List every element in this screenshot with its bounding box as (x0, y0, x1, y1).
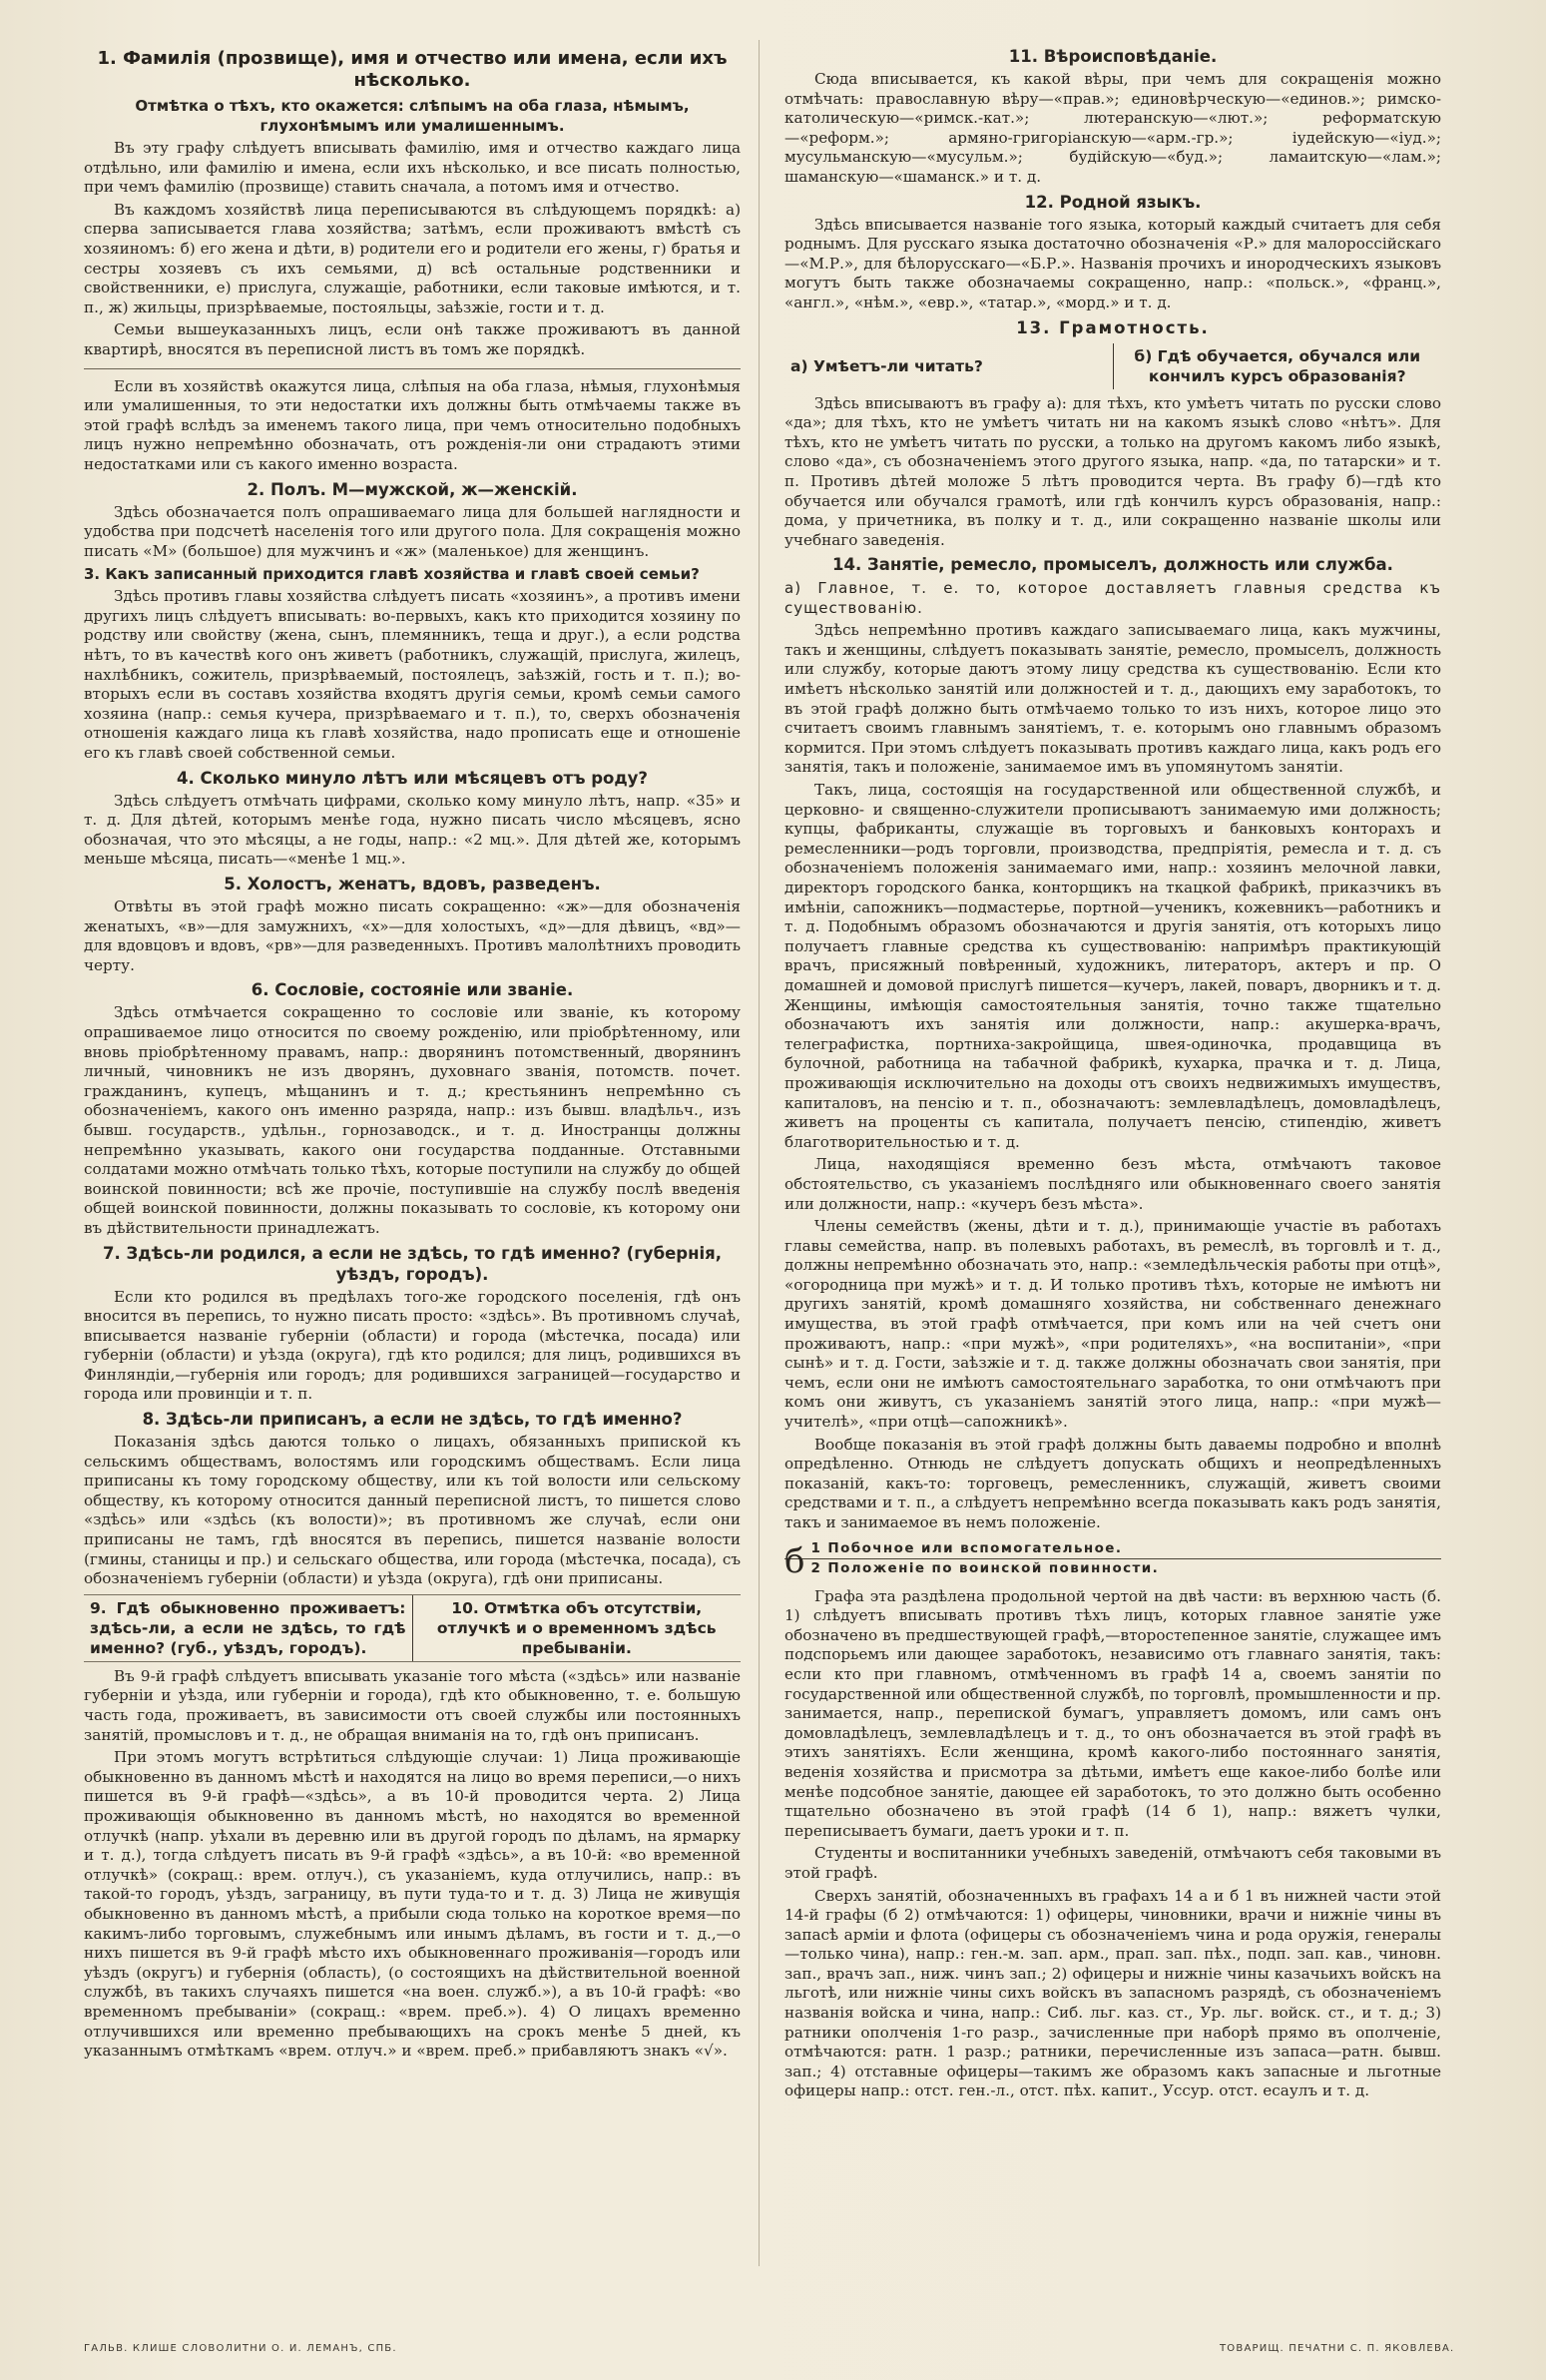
section-6-paragraph: Здѣсь отмѣчается сокращенно то сословіе или званіе, къ которому опрашиваемое лицо относится по своему рожденію, или пріобрѣтенному, или вновь пріобрѣтенному правамъ, напр.: дворянинъ потомственный, дворянинъ личный, чиновникъ не изъ дворянъ, духовнаго званія, потомств. почет. гражданинъ, купецъ, мѣщанинъ и т. д.; крестьянинъ непремѣнно съ обозначеніемъ, какого онъ именно разряда, напр.: изъ бывш. владѣльч., изъ бывш. государств., удѣльн., горнозаводск., и т. д. Иностранцы должны непремѣнно указывать, какого они государства подданные. Отставными солдатами можно отмѣчать только тѣхъ, которые поступили на службу до общей воинской повинности; всѣ же прочіе, поступившіе на службу послѣ введенія общей воинской повинности, должны показывать то сословіе, къ которому они въ дѣйствительности принадлежатъ. (84, 1003, 741, 1237)
section-1-paragraph: Въ эту графу слѣдуетъ вписывать фамилію, имя и отчество каждаго лица отдѣльно, или фамилію и имена, если ихъ нѣсколько, и все писать полностью, при чемъ фамилію (прозвище) ставить сначала, а потомъ имя и отчество. (84, 139, 741, 197)
section-1-paragraph: Если въ хозяйствѣ окажутся лица, слѣпыя на оба глаза, нѣмыя, глухонѣмыя или умалишенныя, то эти недостатки ихъ должны быть отмѣчаемы также въ этой графѣ вслѣдъ за именемъ такого лица, при чемъ относительно подобныхъ лицъ нужно непремѣнно обозначать, отъ рожденія-ли они страдаютъ этими недостатками или съ какого именно возраста. (84, 376, 741, 473)
section-14b-paragraph: Студенты и воспитанники учебныхъ заведеній, отмѣчаютъ себя таковыми въ этой графѣ. (784, 1844, 1441, 1882)
sections-9-10-paragraph: Въ 9-й графѣ слѣдуетъ вписывать указаніе того мѣста («здѣсь» или названіе губерніи и уѣзда, или губерніи и города), гдѣ кто обыкновенно, т. е. большую часть года, проживаетъ, въ зависимости отъ своей службы или постоянныхъ занятій, промысловъ и т. д., не обращая вниманія на то, гдѣ онъ приписанъ. (84, 1666, 741, 1744)
section-13-paragraph: Здѣсь вписываютъ въ графу а): для тѣхъ, кто умѣетъ читать по русски слово «да»; для тѣхъ, кто не умѣетъ читать ни на какомъ языкѣ слово «нѣтъ». Для тѣхъ, кто не умѣетъ читать по русски, а только на другомъ какомъ либо языкѣ, слово «да», съ обозначеніемъ этого другого языка, напр. «да, по татарски» и т. п. Противъ дѣтей моложе 5 лѣтъ проводится черта. Въ графу б)—гдѣ кто обучается или обучался грамотѣ, или гдѣ кончилъ курсъ образованія, напр.: дома, у причетника, въ полку и т. д., или сокращенно названіе школы или учебнаго заведенія. (784, 393, 1441, 549)
section-14b-letter: б (784, 1540, 805, 1581)
section-14a-title: а) Главное, т. е. то, которое доставляетъ главныя средства къ существованію. (784, 579, 1441, 618)
section-14b1-title: 1 Побочное или вспомогательное. (810, 1539, 1123, 1556)
section-5-title: 5. Холостъ, женатъ, вдовъ, разведенъ. (224, 875, 601, 893)
sections-9-10-header (84, 1594, 741, 1662)
footer-printer-left: ГАЛЬВ. КЛИШЕ СЛОВОЛИТНИ О. И. ЛЕМАНЪ, СПБ. (84, 2343, 397, 2354)
section-3-paragraph: Здѣсь противъ главы хозяйства слѣдуетъ писать «хозяинъ», а противъ имени другихъ лицъ слѣдуетъ вписывать: во-первыхъ, какъ кто приходится хозяину по родству или свойству (жена, сынъ, племянникъ, теща и друг.), а если родства нѣтъ, то въ качествѣ кого онъ живетъ (работникъ, служащій, прислуга, жилецъ, нахлѣбникъ, сожитель, призрѣваемый, постоялецъ, заѣзжій, гость и т. п.); во-вторыхъ если въ составъ хозяйства входятъ другія семьи, кромѣ семьи самого хозяина (напр.: семья кучера, призрѣваемаго и т. п.), то, сверхъ обозначенія отношенія каждаго лица къ главѣ хозяйства, надо прописать еще и отношеніе его къ главѣ своей собственной семьи. (84, 587, 741, 763)
section-10-title: 10. Отмѣтка объ отсутствіи, отлучкѣ и о временномъ здѣсь пребываніи. (436, 1598, 717, 1657)
section-14-paragraph: Здѣсь непремѣнно противъ каждаго записываемаго лица, какъ мужчины, такъ и женщины, слѣдуетъ показывать занятіе, ремесло, промыселъ, должность или службу, которые даютъ этому лицу средства къ существованію. Если кто имѣетъ нѣсколько занятій или должностей и т. д., дающихъ ему заработокъ, то въ этой графѣ должно быть отмѣчаемо только то изъ нихъ, которое лицо это считаетъ своимъ главнымъ занятіемъ, т. е. которымъ оно главнымъ образомъ кормится. При этомъ слѣдуетъ показывать противъ каждаго лица, какъ родъ его занятія, такъ и положеніе, занимаемое имъ въ упомянутомъ занятіи. (784, 621, 1441, 777)
section-9-title: 9. Гдѣ обыкновенно проживаетъ: здѣсь-ли, а если не здѣсь, то гдѣ именно? (губ., уѣздъ, городъ). (84, 1595, 413, 1661)
section-7-paragraph: Если кто родился въ предѣлахъ того-же городского поселенія, гдѣ онъ вносится въ перепись, то нужно писать просто: «здѣсь». Въ противномъ случаѣ, вписывается названіе губерніи (области) и города (мѣстечка, посада) или губерніи (области) и уѣзда (округа), гдѣ кто родился; для лицъ, родившихся въ Финляндіи,—губернія или городъ; для родившихся заграницей—государство и города или провинціи и т. п. (84, 1287, 741, 1404)
section-13-title: 13. Грамотность. (1016, 317, 1210, 337)
section-13b-title: б) Гдѣ обучается, обучался или кончилъ курсъ образованія? (1134, 346, 1421, 385)
section-8-title: 8. Здѣсь-ли приписанъ, а если не здѣсь, то гдѣ именно? (142, 1410, 683, 1430)
section-14b2-title: 2 Положеніе по воинской повинности. (784, 1558, 1441, 1579)
section-12-title: 12. Родной языкъ. (1024, 192, 1202, 212)
left-column (84, 42, 741, 2065)
right-column (784, 42, 1441, 2104)
section-5-paragraph: Отвѣты въ этой графѣ можно писать сокращенно: «ж»—для обозначенія женатыхъ, «в»—для замужнихъ, «х»—для холостыхъ, «д»—для дѣвицъ, «вд»—для вдовцовъ и вдовъ, «рв»—для разведенныхъ. Противъ малолѣтнихъ проводить черту. (84, 897, 741, 974)
section-12-paragraph: Здѣсь вписывается названіе того языка, который каждый считаетъ для себя роднымъ. Для русскаго языка достаточно обозначенія «Р.» для малороссійскаго—«М.Р.», для бѣлорусскаго—«Б.Р.». Названія прочихъ и инородческихъ языковъ могутъ быть также обозначаемы сокращенно, напр.: «польск.», «франц.», «англ.», «нѣм.», «евр.», «татар.», «морд.» и т. д. (784, 215, 1441, 311)
section-2-title: 2. Полъ. М—мужской, ж—женскій. (247, 479, 578, 499)
section-1-paragraph: Семьи вышеуказанныхъ лицъ, если онѣ также проживаютъ въ данной квартирѣ, вносятся въ переписной листъ въ томъ же порядкѣ. (84, 320, 741, 358)
section-14-paragraph: Лица, находящіяся временно безъ мѣста, отмѣчаютъ таковое обстоятельство, съ указаніемъ послѣдняго или обыкновеннаго своего занятія или должности, напр.: «кучеръ безъ мѣста». (784, 1155, 1441, 1213)
section-8-paragraph: Показанія здѣсь даются только о лицахъ, обязанныхъ припиской къ сельскимъ обществамъ, волостямъ или городскимъ обществамъ. Если лица приписаны къ тому городскому обществу, или къ той волости или сельскому обществу, къ которому относится данный переписной листъ, то пишется слово «здѣсь» или «здѣсь (къ волости)»; въ противномъ же случаѣ, если они приписаны не тамъ, гдѣ вносятся въ перепись, пишется названіе волости (гмины, станицы и пр.) и сельскаго общества, или города (мѣстечка, посада), съ обозначеніемъ губерніи (области) и уѣзда (округа), гдѣ они приписаны. (84, 1433, 741, 1588)
section-11-title: 11. Вѣроисповѣданіе. (1008, 47, 1218, 66)
section-13-header (784, 343, 1441, 389)
section-3-title: 3. Какъ записанный приходится главѣ хозяйства и главѣ своей семьи? (84, 565, 700, 584)
section-14-paragraph: Вообще показанія въ этой графѣ должны быть даваемы подробно и вполнѣ опредѣленно. Отнюдь не слѣдуетъ допускать общихъ и неопредѣленныхъ показаній, какъ-то: торговецъ, ремесленникъ, служащій, живетъ своими средствами и т. п., а слѣдуетъ непремѣнно всегда показывать какъ родъ занятія, такъ и занимаемое въ немъ положеніе. (784, 1435, 1441, 1531)
section-14-paragraph: Такъ, лица, состоящія на государственной или общественной службѣ, и церковно- и священно-служители прописываютъ занимаемую ими должность; купцы, фабриканты, служащіе въ торговыхъ и банковыхъ конторахъ и ремесленники—родъ торговли, производства, предпріятія, ремесла и т. д. съ обозначеніемъ положенія занимаемаго ими, напр.: хозяинъ мелочной лавки, директоръ городского банка, конторщикъ на ткацкой фабрикѣ, приказчикъ въ имѣніи, сапожникъ—подмастерье, портной—ученикъ, кожевникъ—работникъ и т. д. Подобнымъ образомъ обозначаются и другія занятія, отъ которыхъ лицо получаетъ главные средства къ существованію: напримѣръ практикующій врачъ, присяжный повѣренный, художникъ, литераторъ, актеръ и пр. О домашней и домовой прислугѣ пишется—кучеръ, лакей, поваръ, дворникъ и т. д. Женщины, имѣющія самостоятельныя занятія, точно также тщательно обозначаютъ ихъ занятія или должности, напр.: акушерка-врачъ, телеграфистка, портниха-закройщица, швея-одиночка, продавщица въ булочной, работница на табачной фабрикѣ, кухарка, прачка и т. д. Лица, проживающія исключительно на доходы отъ своихъ недвижимыхъ имуществъ, капиталовъ, на пенсію и т. п., обозначаютъ: землевладѣлецъ, домовладѣлецъ, живетъ на проценты съ капитала, получаетъ пенсію, стипендію, живетъ благотворительностью и т. д. (784, 781, 1441, 1151)
section-11-paragraph: Сюда вписывается, къ какой вѣры, при чемъ для сокращенія можно отмѣчать: православную вѣру—«прав.»; единовѣрческую—«единов.»; римско-католическую—«римск.-кат.»; лютеранскую—«лют.»; реформатскую—«реформ.»; армяно-григоріанскую—«арм.-гр.»; іудейскую—«іуд.»; мусульманскую—«мусульм.»; будійскую—«буд.»; ламаитскую—«лам.»; шаманскую—«шаманск.» и т. д. (784, 70, 1441, 186)
section-14b-paragraph: Графа эта раздѣлена продольной чертой на двѣ части: въ верхнюю часть (б. 1) слѣдуетъ вписывать противъ тѣхъ лицъ, которых главное занятіе уже обозначено въ предшествующей графѣ,—второстепенное занятіе, служащее имъ подспорьемъ или дающее заработокъ, независимо отъ главнаго занятія, такъ: если кто при главномъ, отмѣченномъ въ графѣ 14 а, своемъ занятіи по государственной или общественной службѣ, по торговлѣ, промышленности и пр. занимается, напр., перепиской бумагъ, управляетъ домомъ, или самъ онъ домовладѣлецъ, землевладѣлецъ и т. д., то онъ обозначается въ этой графѣ въ этихъ занятіяхъ. Если женщина, кромѣ какого-либо постояннаго занятія, веденія хозяйства и присмотра за дѣтьми, имѣетъ еще какое-либо болѣе или менѣе подсобное занятіе, дающее ей заработокъ, то это должно быть особенно тщательно обозначено въ этой графѣ (14 б 1), напр.: вяжетъ чулки, переписываетъ бумаги, даетъ уроки и т. п. (784, 1586, 1441, 1840)
sections-9-10-paragraph: При этомъ могутъ встрѣтиться слѣдующіе случаи: 1) Лица проживающіе обыкновенно въ данномъ мѣстѣ и находятся на лицо во время переписи,—о нихъ пишется въ 9-й графѣ—«здѣсь», а въ 10-й проводится черта. 2) Лица проживающія обыкновенно въ данномъ мѣстѣ, но находятся во временной отлучкѣ (напр. уѣхали въ деревню или въ другой городъ по дѣламъ, на ярмарку и т. д.), тогда слѣдуетъ писать въ 9-й графѣ «здѣсь», а въ 10-й: «во временной отлучкѣ» (сокращ.: врем. отлуч.), съ указаніемъ, куда отлучились, напр.: въ такой-то городъ, уѣздъ, заграницу, въ пути туда-то и т. д. 3) Лица не живущія обыкновенно въ данномъ мѣстѣ, а прибыли сюда только на короткое время—по какимъ-либо торговымъ, служебнымъ или инымъ дѣламъ, въ гости и т. д.,—о нихъ пишется въ 9-й графѣ мѣсто ихъ обыкновеннаго проживанія—городъ или уѣздъ (округъ) и губернія (область), (о состоящихъ на дѣйствительной военной службѣ, въ такихъ случаяхъ пишется «на воен. служб.»), а въ 10-й графѣ: «во временномъ пребываніи» (сокращ.: «врем. преб.»). 4) О лицахъ временно отлучившихся или временно пребывающихъ на срокъ менѣе 5 дней, къ указаннымъ отмѣткамъ «врем. отлуч.» и «врем. преб.» прибавляютъ знакъ «√». (84, 1748, 741, 2061)
section-6-title: 6. Сословіе, состояніе или званіе. (251, 980, 574, 1000)
section-2-paragraph: Здѣсь обозначается полъ опрашиваемаго лица для большей наглядности и удобства при подсчетѣ населенія того или другого пола. Для сокращенія можно писать «М» (большое) для мужчинъ и «ж» (маленькое) для женщинъ. (84, 502, 741, 560)
section-14b-paragraph: Сверхъ занятій, обозначенныхъ въ графахъ 14 а и б 1 въ нижней части этой 14-й графы (б 2) отмѣчаются: 1) офицеры, чиновники, врачи и нижніе чины въ запасѣ арміи и флота (офицеры съ обозначеніемъ чина и рода оружія, генералы—только чина), напр.: ген.-м. зап. арм., прап. зап. пѣх., подп. зап. кав., чиновн. зап., врачъ зап., ниж. чинъ зап.; 2) офицеры и нижніе чины казачьихъ войскъ на льготѣ, или нижніе чины сихъ войскъ въ запасномъ разрядѣ, съ обозначеніемъ названія войска и чина, напр.: Сиб. льг. каз. ст., Ур. льг. войск. ст., и т. д.; 3) ратники ополченія 1-го разр., зачисленные при наборѣ прямо въ ополченіе, отмѣчаются: ратн. 1 разр.; ратники, перечисленные изъ запаса—ратн. бывш. зап.; 4) отставные офицеры—такимъ же образомъ какъ запасные и льготные офицеры напр.: отст. ген.-л., отст. пѣх. капит., Уссур. отст. есаулъ и т. д. (784, 1886, 1441, 2100)
section-4-title: 4. Сколько минуло лѣтъ или мѣсяцевъ отъ роду? (176, 768, 649, 788)
footer-printer-right: ТОВАРИЩ. ПЕЧАТНИ С. П. ЯКОВЛЕВА. (1220, 2343, 1455, 2354)
section-1-paragraph: Въ каждомъ хозяйствѣ лица переписываются въ слѣдующемъ порядкѣ: а) сперва записывается глава хозяйства; затѣмъ, если проживаютъ вмѣстѣ съ хозяиномъ: б) его жена и дѣти, в) родители его и родители его жены, г) братья и сестры хозяевъ съ ихъ семьями, д) всѣ остальные родственники и свойственники, е) прислуга, служащіе, работники, если таковые имѣются, и т. п., ж) жильцы, призрѣваемые, постояльцы, заѣзжіе, гости и т. д. (84, 200, 741, 316)
section-14-title: 14. Занятіе, ремесло, промыселъ, должность или служба. (832, 555, 1393, 575)
section-1-title: 1. Фамилія (прозвище), имя и отчество или имена, если ихъ нѣсколько. (97, 48, 728, 91)
column-divider (759, 40, 760, 2266)
section-7-title: 7. Здѣсь-ли родился, а если не здѣсь, то гдѣ именно? (губернія, уѣздъ, городъ). (102, 1243, 723, 1284)
section-13a-title: а) Умѣетъ-ли читать? (784, 343, 1114, 389)
section-4-paragraph: Здѣсь слѣдуетъ отмѣчать цифрами, сколько кому минуло лѣтъ, напр. «35» и т. д. Для дѣтей, которымъ менѣе года, нужно писать число мѣсяцевъ, ясно обозначая, что это мѣсяцы, а не годы, напр.: «2 мц.». Для дѣтей же, которымъ меньше мѣсяца, писать—«менѣе 1 мц.». (84, 791, 741, 869)
section-14-paragraph: Члены семействъ (жены, дѣти и т. д.), принимающіе участіе въ работахъ главы семейства, напр. въ полевыхъ работахъ, въ ремеслѣ, въ торговлѣ и т. д., должны непремѣнно обозначать это, напр.: «земледѣльческія работы при отцѣ», «огородница при мужѣ» и т. д. И только противъ тѣхъ, которые не имѣютъ ни другихъ занятій, кромѣ домашняго хозяйства, ни собственнаго денежнаго имущества, въ этой графѣ отмѣчается, при комъ или на чей счетъ они проживаютъ, напр.: «при мужѣ», «при родителяхъ», «на воспитаніи», «при сынѣ» и т. д. Гости, заѣзжіе и т. д. также должны обозначать свои занятія, при чемъ, если они не имѣютъ самостоятельнаго заработка, то они отмѣчаютъ при комъ они живутъ, съ указаніемъ занятій этого лица, напр.: «при мужѣ—учителѣ», «при отцѣ—сапожникѣ». (784, 1217, 1441, 1432)
section-14b-header (784, 1539, 1441, 1581)
divider (84, 368, 741, 369)
section-1-note: Отмѣтка о тѣхъ, кто окажется: слѣпымъ на оба глаза, нѣмымъ, глухонѣмымъ или умалишеннымъ. (135, 97, 690, 135)
